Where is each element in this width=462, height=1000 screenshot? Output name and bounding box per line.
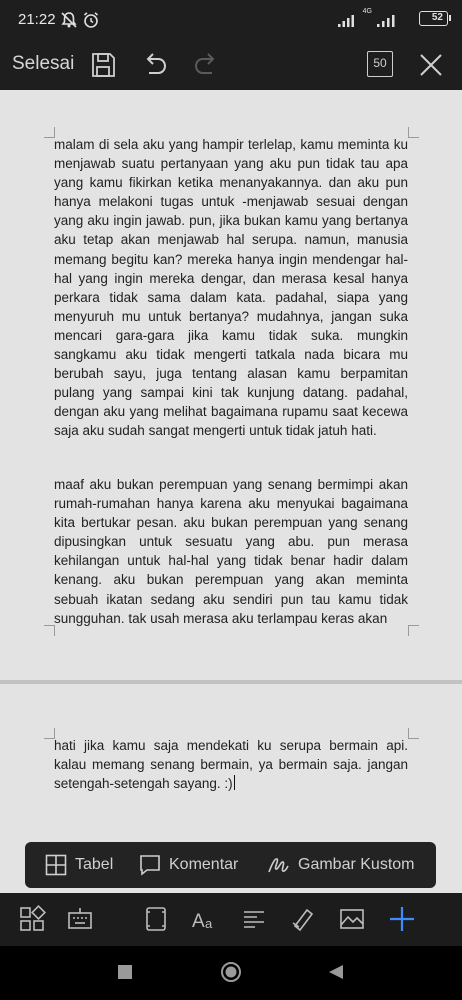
- battery-level: 52: [431, 12, 443, 23]
- insert-bar: [25, 842, 436, 888]
- insert-custom-drawing-label: Gambar Kustom: [298, 856, 415, 873]
- close-icon[interactable]: [415, 49, 447, 81]
- insert-comment-button[interactable]: [139, 842, 238, 888]
- page-corner-mark: [408, 625, 419, 636]
- svg-text:A: A: [192, 911, 205, 932]
- insert-comment-label: Komentar: [169, 856, 239, 873]
- system-nav-bar: [0, 946, 462, 1000]
- font-icon[interactable]: [191, 905, 219, 933]
- signal-4g-icon: [376, 12, 398, 28]
- document-paragraph[interactable]: maaf aku bukan perempuan yang senang bermimpi akan rumah-rumahan hanya karena aku menyukai bagaimana kita bertukar pesan. aku bukan perempuan yang senang dipusingkan untuk sesuatu yang abu. pun merasa kehilangan untuk hal-hal yang tidak benar hadir dalam kenang. aku bukan perempuan yang akan meminta sebuah ikatan sedang aku sendiri pun tau kamu tidak sungguhan. tak usah merasa aku terlampau keras akan: [54, 477, 408, 626]
- apps-icon[interactable]: [18, 905, 46, 933]
- document-area[interactable]: [0, 90, 462, 893]
- status-bar: [0, 0, 462, 40]
- comment-icon: [139, 854, 161, 876]
- home-icon[interactable]: [219, 960, 243, 984]
- paragraph-text: hati jika kamu saja mendekati ku serupa bermain api. kalau memang senang bermain, ya bermain saja. jangan setengah-setengah sayang. :): [54, 738, 408, 792]
- keyboard-icon[interactable]: [66, 905, 94, 933]
- svg-text:a: a: [205, 916, 213, 931]
- page-count: 50: [373, 56, 387, 70]
- status-time: 21:22: [18, 11, 56, 28]
- recent-apps-icon[interactable]: [117, 964, 133, 980]
- document-paragraph[interactable]: [54, 736, 408, 793]
- page-counter-button[interactable]: [367, 51, 393, 77]
- redo-icon[interactable]: [190, 49, 222, 81]
- insert-custom-drawing-button[interactable]: [266, 842, 414, 888]
- draw-icon: [266, 854, 290, 876]
- text-cursor: [234, 775, 235, 790]
- alarm-icon: [82, 11, 100, 29]
- network-type: 4G: [362, 8, 372, 15]
- align-icon[interactable]: [240, 905, 268, 933]
- mute-icon: [60, 11, 78, 29]
- undo-icon[interactable]: [139, 49, 171, 81]
- pen-icon[interactable]: [289, 905, 317, 933]
- page-corner-mark: [408, 728, 419, 739]
- insert-plus-icon[interactable]: [388, 905, 416, 933]
- back-icon[interactable]: [327, 963, 345, 981]
- page-layout-icon[interactable]: [142, 905, 170, 933]
- done-button[interactable]: Selesai: [12, 53, 75, 74]
- signal-icon: [337, 12, 357, 28]
- table-icon: [45, 854, 67, 876]
- document-paragraph[interactable]: malam di sela aku yang hampir terlelap, kamu meminta ku menjawab suatu pertanyaan yang aku pun tidak tau apa yang kamu fikirkan ketika menanyakannya. dan aku pun hanya melakoni tugas untuk -menjawab sesuai dengan yang aku ingin jawab. pun, jika bukan kamu yang bertanya aku tetap akan menjawab hal serupa. namun, manusia memang begitu kan? mereka hanya ingin mendengar hal-hal yang ingin mereka dengar, dan merasa kesal hanya perkara tidak sama dalam kata. padahal, siapa yang menyuruh mu untuk bertanya? mudahnya, jangan suka mencari gara-gara jika kamu tidak suka. mungkin sangkamu aku tidak mengerti tatkala nada bicara mu berubah sayu, juga tentang alasan kamu berpamitan pulang yang sampai kini tak kunjung datang. padahal, dengan aku yang melihat bagaimana rupamu saat kecewa saja aku sudah sangat mengerti untuk tidak jatuh hati.: [54, 137, 408, 439]
- bottom-toolbar: [0, 893, 462, 946]
- page-corner-mark: [408, 127, 419, 138]
- document-page[interactable]: [0, 90, 462, 680]
- insert-table-label: Tabel: [75, 856, 114, 873]
- save-icon[interactable]: [87, 49, 119, 81]
- editor-toolbar: [0, 40, 462, 90]
- image-icon[interactable]: [338, 905, 366, 933]
- battery-tip: [449, 15, 451, 21]
- insert-table-button[interactable]: [45, 842, 113, 888]
